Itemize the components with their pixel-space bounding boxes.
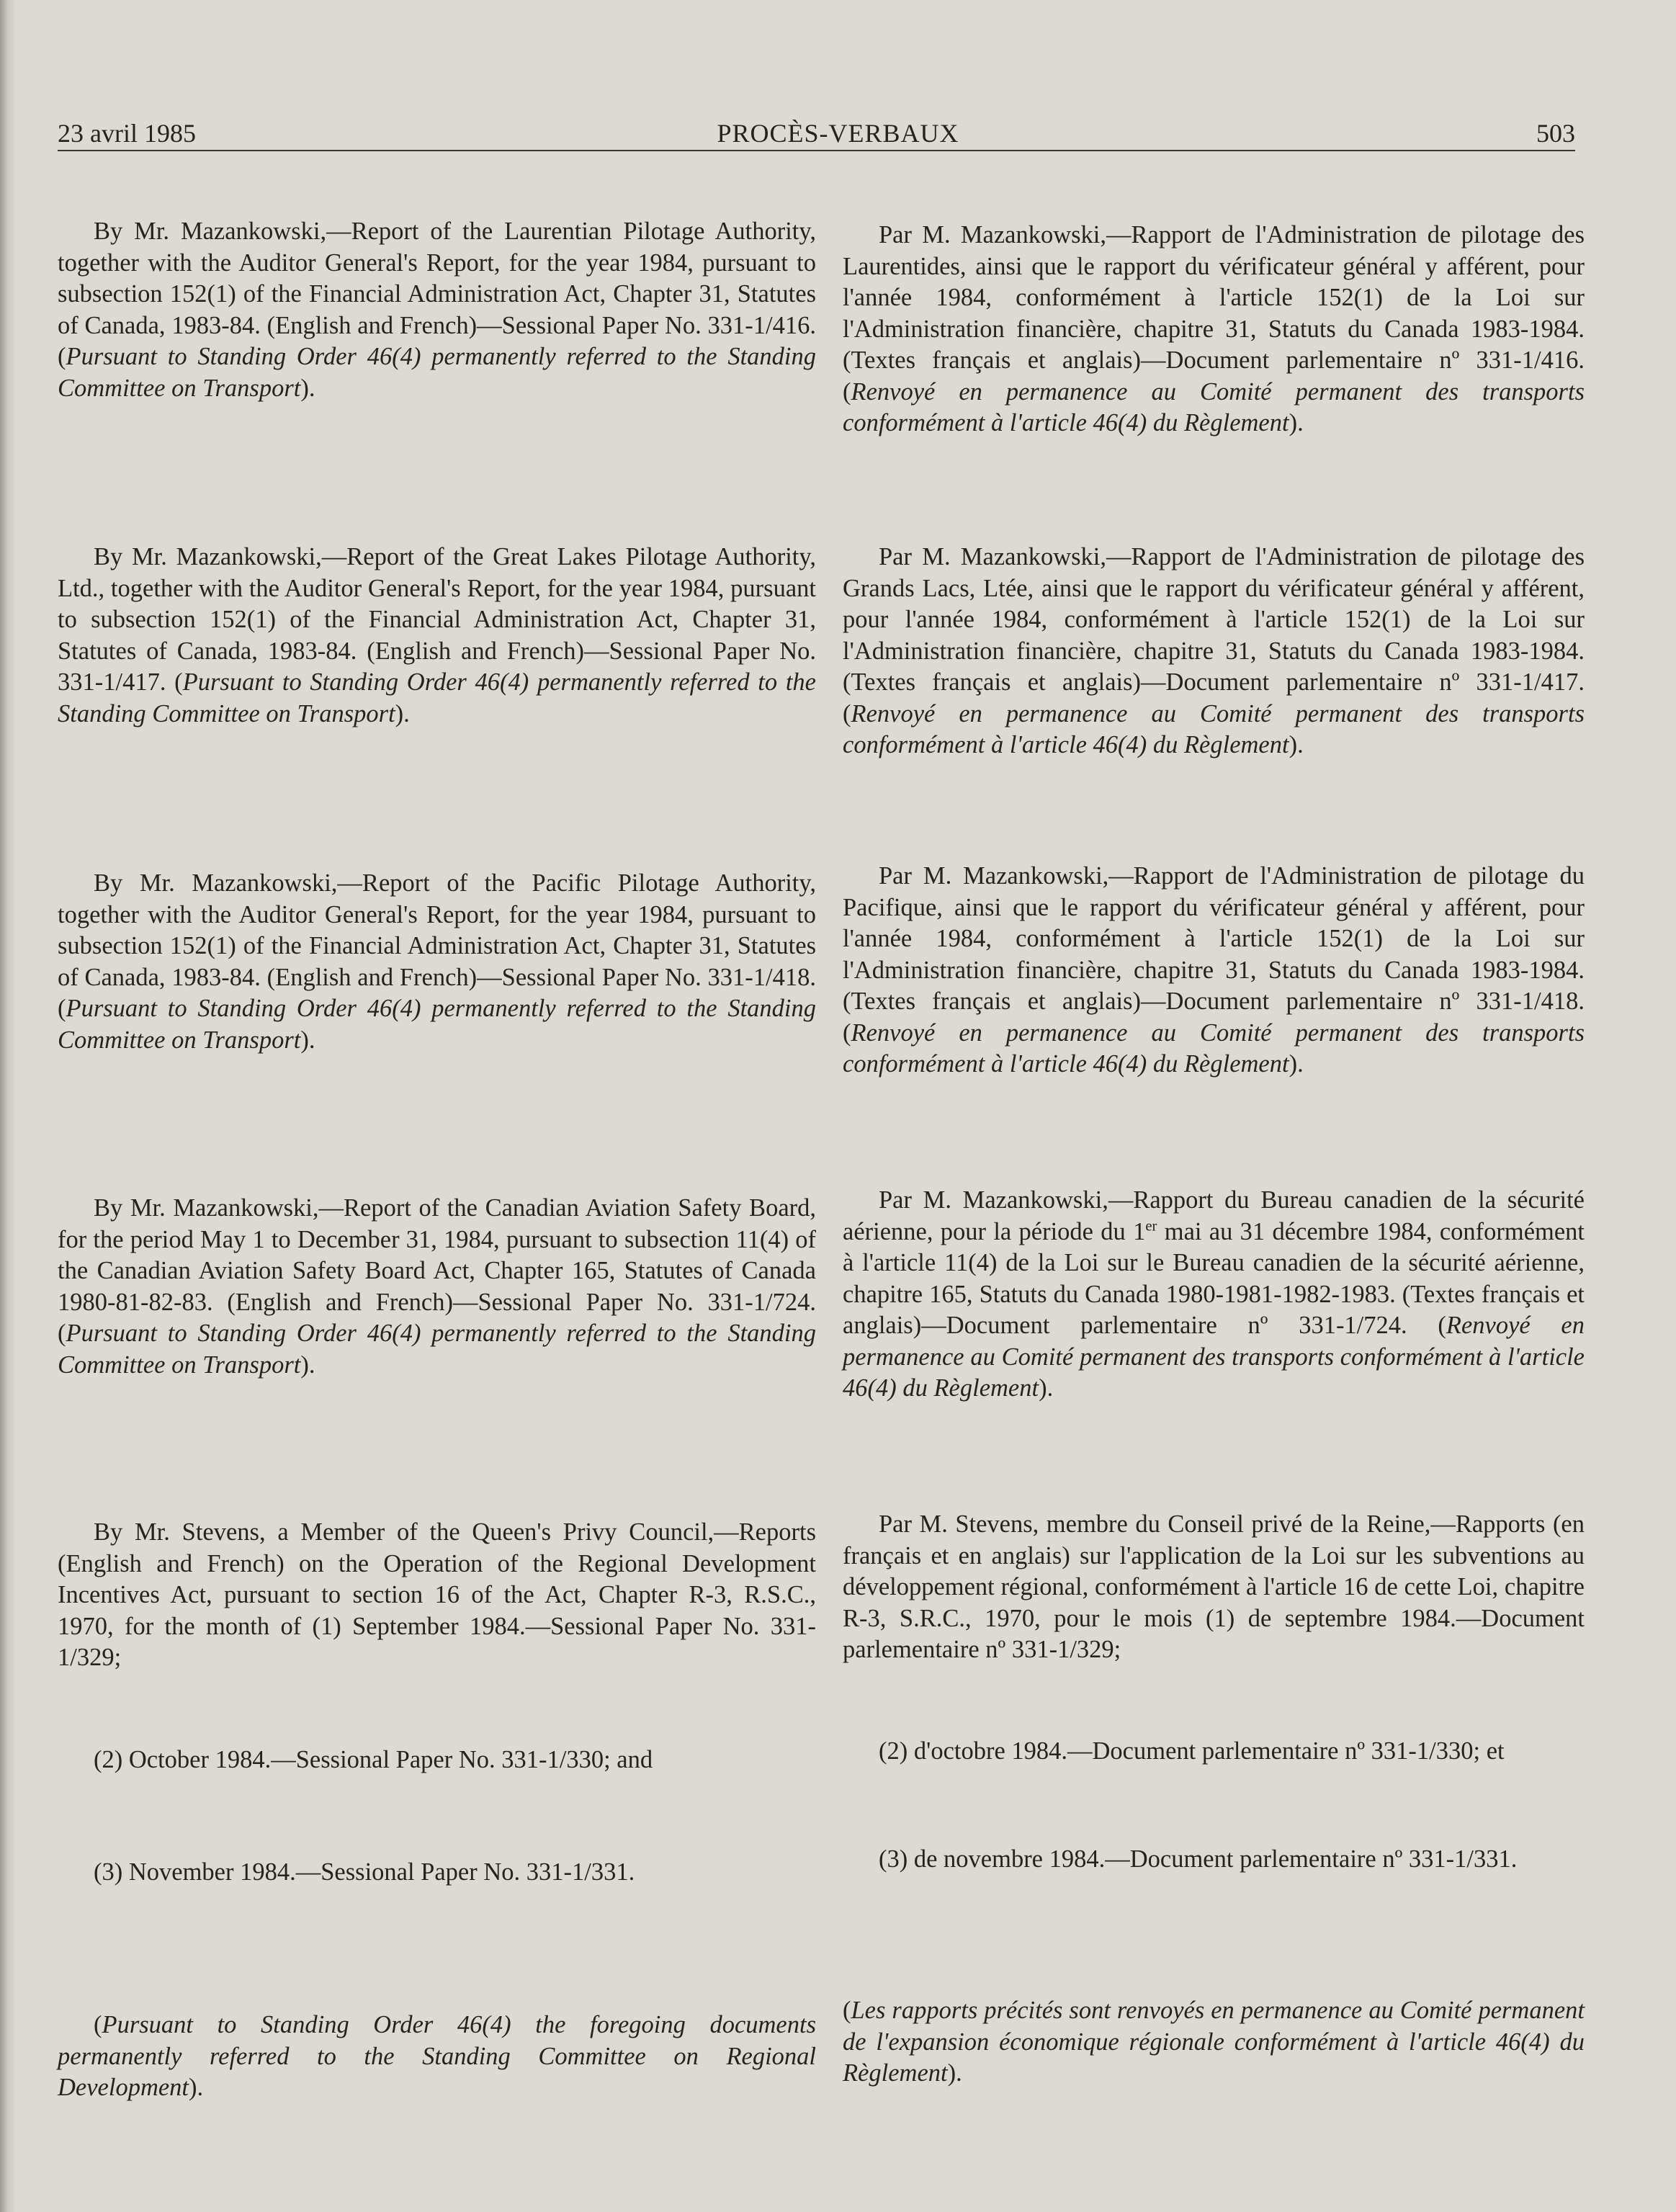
entry-en-november: (3) November 1984.—Sessional Paper No. 331-1/331. xyxy=(94,1858,635,1886)
header-title: PROCÈS-VERBAUX xyxy=(717,119,959,148)
entry-en-aviation: By Mr. Mazankowski,—Report of the Canadian Aviation Safety Board, for the period May 1 to December 31, 1984, pursuant to subsection 11(4) of the Canadian Aviation Safety Board Act, Chapter 165, Statutes of Canada 1980-81-82-83. (English and French)—Sessional Paper No. 331-1/724. (Pursuant to Standing Order 46(4) permanently referred to the Standing Committee on Transport). xyxy=(58,1194,816,1379)
note-fr-regional: (Les rapports précités sont renvoyés en permanence au Comité permanent de l'expansion économique régionale conformément à l'article 46(4) du Règlement). xyxy=(843,1997,1585,2087)
entry-fr-novembre: (3) de novembre 1984.—Document parlementaire nº 331-1/331. xyxy=(879,1845,1518,1873)
entry-fr-octobre: (2) d'octobre 1984.—Document parlementaire nº 331-1/330; et xyxy=(879,1737,1505,1765)
entry-fr-grands-lacs: Par M. Mazankowski,—Rapport de l'Administration de pilotage des Grands Lacs, Ltée, ainsi que le rapport du vérificateur général y afférent, pour l'année 1984, conformément à l'article 152(1) de la Loi sur l'Administration financière, chapitre 31, Statuts du Canada 1983-1984. (Textes français et anglais)—Document parlementaire nº 331-1/417. (Renvoyé en permanence au Comité permanent des transports conformément à l'article 46(4) du Règlement). xyxy=(843,543,1585,758)
header-date: 23 avril 1985 xyxy=(58,119,196,148)
entry-en-pacific: By Mr. Mazankowski,—Report of the Pacific Pilotage Authority, together with the Auditor General's Report, for the year 1984, pursuant to subsection 152(1) of the Financial Administration Act, Chapter 31, Statutes of Canada, 1983-84. (English and French)—Sessional Paper No. 331-1/418. (Pursuant to Standing Order 46(4) permanently referred to the Standing Committee on Transport). xyxy=(58,869,816,1054)
entry-fr-stevens: Par M. Stevens, membre du Conseil privé de la Reine,—Rapports (en français et en anglais) sur l'application de la Loi sur les subventions au développement régional, conformément à l'article 16 de cette Loi, chapitre R-3, S.R.C., 1970, pour le mois (1) de septembre 1984.—Document parlementaire nº 331-1/329; xyxy=(843,1510,1585,1663)
entry-en-great-lakes: By Mr. Mazankowski,—Report of the Great Lakes Pilotage Authority, Ltd., together with the Auditor General's Report, for the year 1984, pursuant to subsection 152(1) of the Financial Administration Act, Chapter 31, Statutes of Canada, 1983-84. (English and French)—Sessional Paper No. 331-1/417. (Pursuant to Standing Order 46(4) permanently referred to the Standing Committee on Transport). xyxy=(58,543,816,727)
entry-en-october: (2) October 1984.—Sessional Paper No. 331-1/330; and xyxy=(94,1746,653,1773)
entry-en-stevens: By Mr. Stevens, a Member of the Queen's Privy Council,—Reports (English and French) on the Operation of the Regional Development Incentives Act, pursuant to section 16 of the Act, Chapter R-3, R.S.C., 1970, for the month of (1) September 1984.—Sessional Paper No. 331-1/329; xyxy=(58,1518,816,1671)
entry-en-laurentian: By Mr. Mazankowski,—Report of the Laurentian Pilotage Authority, together with the Auditor General's Report, for the year 1984, pursuant to subsection 152(1) of the Financial Administration Act, Chapter 31, Statutes of Canada, 1983-84. (English and French)—Sessional Paper No. 331-1/416. (Pursuant to Standing Order 46(4) permanently referred to the Standing Committee on Transport). xyxy=(58,218,816,402)
page-gutter-shadow xyxy=(0,0,16,2212)
entry-fr-aviation: Par M. Mazankowski,—Rapport du Bureau canadien de la sécurité aérienne, pour la période du 1er mai au 31 décembre 1984, conformément à l'article 11(4) de la Loi sur le Bureau canadien de la sécurité aérienne, chapitre 165, Statuts du Canada 1980-1981-1982-1983. (Textes français et anglais)—Document parlementaire nº 331-1/724. (Renvoyé en permanence au Comité permanent des transports conformément à l'article 46(4) du Règlement). xyxy=(843,1186,1585,1402)
entry-fr-pacifique: Par M. Mazankowski,—Rapport de l'Administration de pilotage du Pacifique, ainsi que le rapport du vérificateur général y afférent, pour l'année 1984, conformément à l'article 152(1) de la Loi sur l'Administration financière, chapitre 31, Statuts du Canada 1983-1984. (Textes français et anglais)—Document parlementaire nº 331-1/418. (Renvoyé en permanence au Comité permanent des transports conformément à l'article 46(4) du Règlement). xyxy=(843,862,1585,1078)
note-en-regional: (Pursuant to Standing Order 46(4) the foregoing documents permanently referred to the Standing Committee on Regional Development). xyxy=(58,2011,816,2101)
page-number: 503 xyxy=(1536,119,1575,148)
header-rule xyxy=(58,150,1575,151)
entry-fr-laurentides: Par M. Mazankowski,—Rapport de l'Administration de pilotage des Laurentides, ainsi que le rapport du vérificateur général y afférent, pour l'année 1984, conformément à l'article 152(1) de la Loi sur l'Administration financière, chapitre 31, Statuts du Canada 1983-1984. (Textes français et anglais)—Document parlementaire nº 331-1/416. (Renvoyé en permanence au Comité permanent des transports conformément à l'article 46(4) du Règlement). xyxy=(843,221,1585,436)
